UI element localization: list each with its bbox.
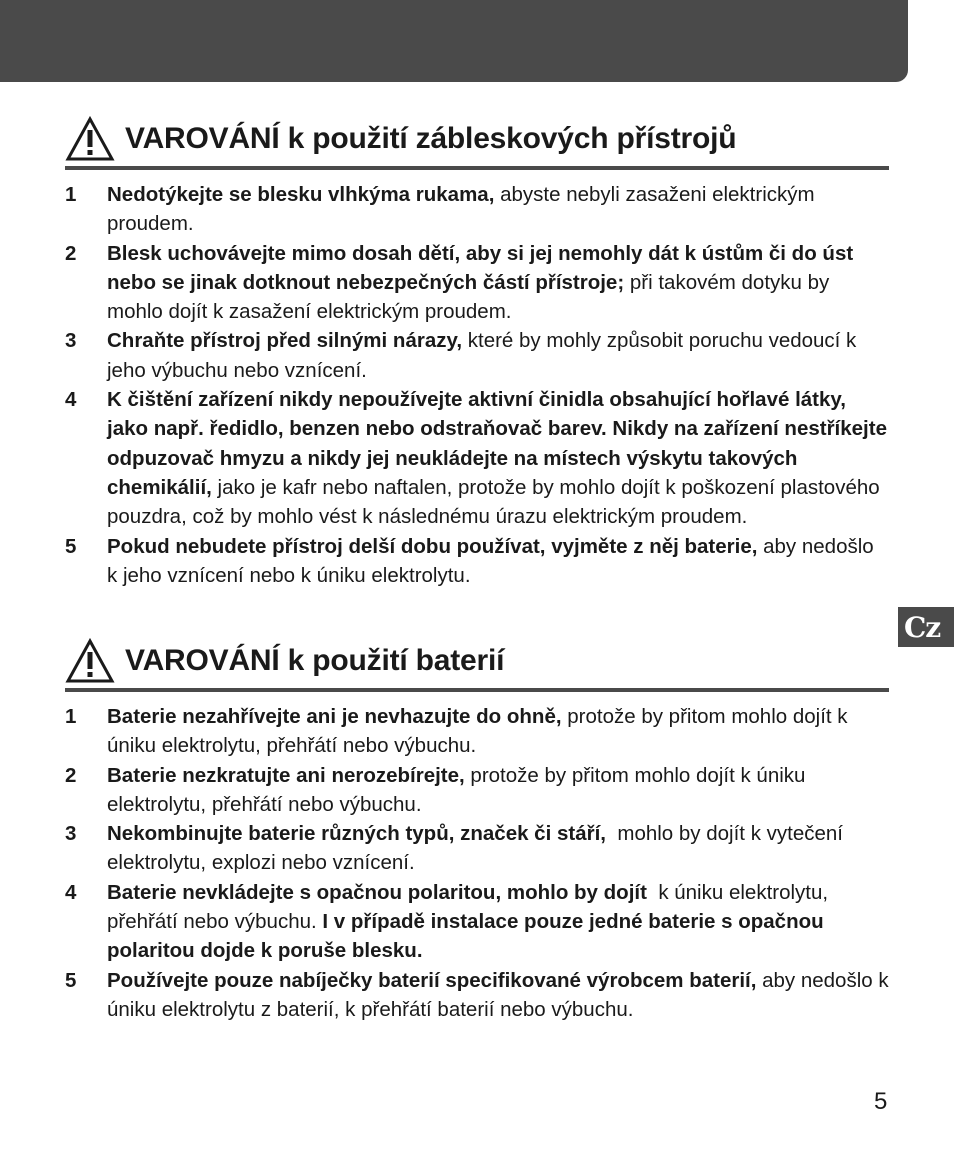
item-text [107, 239, 889, 327]
item-number: 2 [65, 241, 77, 265]
item-text [107, 326, 889, 385]
item-number: 4 [65, 388, 77, 412]
item-plain-text: při takovém dotyku by mohlo dojít k zasažení elektrickým proudem. [107, 270, 830, 324]
item-plain-text: které by mohly způsobit poruchu vedoucí k jeho výbuchu nebo vznícení. [107, 329, 857, 382]
list-item [65, 239, 889, 327]
item-plain-text: k úniku elektrolytu, přehřátí nebo výbuchu. [107, 880, 834, 934]
item-text [107, 180, 889, 239]
warning-triangle-icon [65, 116, 115, 162]
section-heading [65, 114, 889, 170]
item-number: 1 [65, 183, 77, 206]
item-text [107, 761, 889, 820]
item-plain-text: aby nedošlo k úniku elektrolytu z baterií, k přehřátí baterií nebo výbuchu. [107, 968, 889, 1021]
list-item [65, 180, 889, 239]
item-plain-text: mohlo by dojít k vytečení elektrolytu, explozi nebo vznícení. [107, 822, 849, 875]
item-number: 3 [65, 822, 77, 846]
warning-triangle-icon [65, 638, 115, 684]
page-number: 5 [874, 1088, 888, 1115]
item-number: 4 [65, 880, 77, 904]
list-item [65, 761, 889, 820]
item-number: 2 [65, 763, 77, 787]
item-bold-text: Pokud nebudete přístroj delší dobu používat, vyjměte z něj baterie, [107, 534, 758, 558]
item-text [107, 966, 889, 1025]
item-bold-text: Blesk uchovávejte mimo dosah dětí, aby si jej nemohly dát k ústům či do úst nebo se jinak dotknout nebezpečných částí přístroje; [107, 241, 854, 294]
item-bold-text: Baterie nezkratujte ani nerozebírejte, [107, 763, 465, 787]
item-bold-text: Nedotýkejte se blesku vlhkýma rukama, [107, 183, 495, 206]
item-text [107, 878, 889, 966]
section-title: VAROVÁNÍ k použití zábleskových přístrojů [125, 122, 737, 155]
item-text [107, 385, 889, 531]
item-bold-text: Chraňte přístroj před silnými nárazy, [107, 329, 463, 353]
item-plain-text: protože by přitom mohlo dojít k úniku elektrolytu, přehřátí nebo výbuchu. [107, 763, 806, 816]
item-text [107, 702, 889, 761]
item-number: 5 [65, 534, 77, 558]
list-item [65, 385, 889, 531]
list-item [65, 966, 889, 1025]
item-plain-text: aby nedošlo k jeho vznícení nebo k úniku elektrolytu. [107, 534, 874, 587]
item-text [107, 819, 889, 878]
item-number: 3 [65, 329, 77, 353]
language-tab: Cz [898, 607, 954, 647]
item-plain-text: abyste nebyli zasaženi elektrickým proudem. [107, 183, 815, 236]
section-flash-warnings [65, 114, 889, 590]
item-bold-text-2: I v případě instalace pouze jedné baterie s opačnou polaritou dojde k poruše blesku. [107, 910, 824, 963]
item-text [107, 532, 889, 591]
list-item [65, 326, 889, 385]
section-title: VAROVÁNÍ k použití baterií [125, 644, 505, 677]
item-bold-text: Používejte pouze nabíječky baterií specifikované výrobcem baterií, [107, 968, 757, 992]
list-item [65, 819, 889, 878]
item-bold-text: Baterie nezahřívejte ani je nevhazujte do ohně, [107, 705, 562, 728]
item-bold-text: K čištění zařízení nikdy nepoužívejte aktivní činidla obsahující hořlavé látky, jako např. ředidlo, benzen nebo odstraňovač barev. Nikdy na zařízení nestříkejte odpuzovač hmyzu a nikdy jej neukládejte na místech výskytu takových chemikálií, [107, 388, 887, 499]
warning-list [65, 180, 889, 590]
item-bold-text: Baterie nevkládejte s opačnou polaritou, mohlo by dojít [107, 880, 647, 904]
list-item [65, 878, 889, 966]
item-number: 5 [65, 968, 77, 992]
warning-list [65, 702, 889, 1024]
item-bold-text: Nekombinujte baterie různých typů, značek či stáří, [107, 822, 606, 846]
item-plain-text: protože by přitom mohlo dojít k úniku elektrolytu, přehřátí nebo výbuchu. [107, 705, 848, 758]
item-number: 1 [65, 705, 77, 728]
list-item [65, 702, 889, 761]
item-plain-text: jako je kafr nebo naftalen, protože by mohlo dojít k poškození plastového pouzdra, což by mohlo vést k následnému úrazu elektrickým proudem. [107, 475, 880, 529]
section-battery-warnings [65, 636, 889, 1024]
list-item [65, 532, 889, 591]
header-bar [0, 0, 908, 82]
section-heading [65, 636, 889, 692]
